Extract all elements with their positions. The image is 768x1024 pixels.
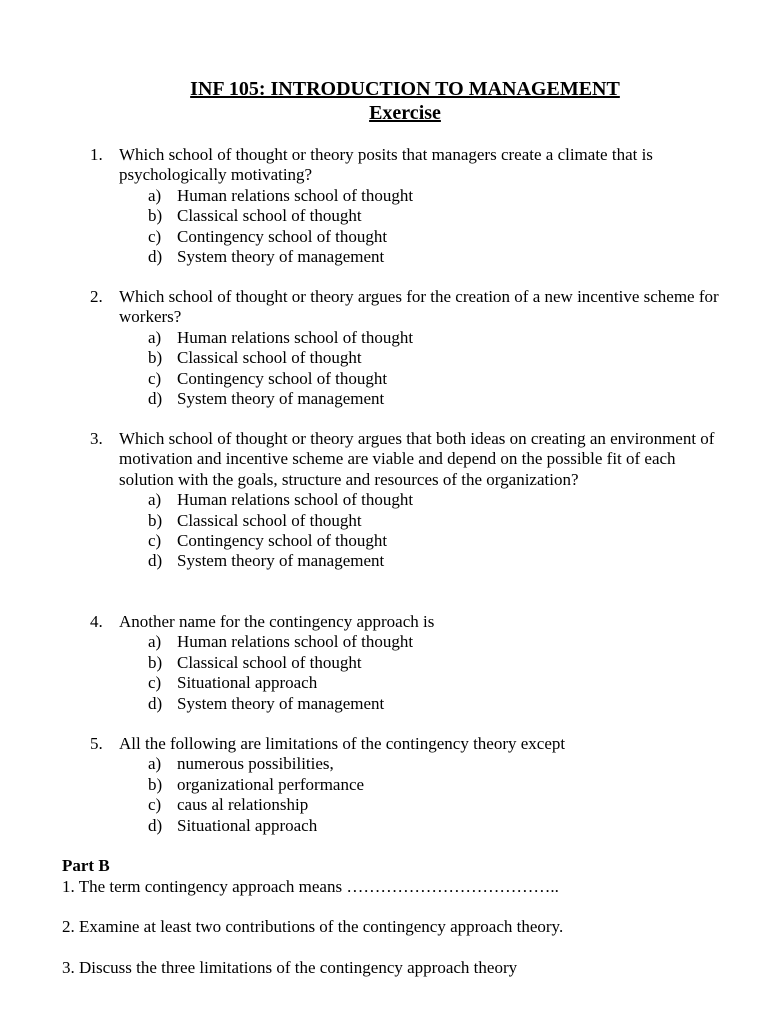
- question-2: [0, 287, 768, 409]
- question-number: 2.: [90, 287, 103, 306]
- question-text: Another name for the contingency approach is: [119, 612, 435, 631]
- question-number: 5.: [90, 734, 103, 753]
- option-label: d): [148, 551, 163, 571]
- option-label: b): [148, 774, 163, 794]
- option-text: System theory of management: [177, 693, 385, 713]
- option-label: b): [148, 206, 163, 226]
- option-c: [0, 531, 768, 551]
- option-text: Classical school of thought: [177, 348, 362, 368]
- question-text: Which school of thought or theory argues for the creation of a new incentive scheme for workers?: [119, 287, 719, 327]
- option-b: [0, 206, 768, 226]
- option-list: [0, 490, 768, 572]
- option-d: [0, 551, 768, 571]
- option-d: [0, 389, 768, 409]
- document-title: INF 105: INTRODUCTION TO MANAGEMENT: [190, 78, 620, 100]
- option-text: Human relations school of thought: [177, 185, 414, 205]
- question-number: 4.: [90, 612, 103, 631]
- option-text: Classical school of thought: [177, 206, 362, 226]
- option-label: a): [148, 327, 162, 347]
- option-d: [0, 816, 768, 836]
- option-label: a): [148, 632, 162, 652]
- option-a: [0, 754, 768, 774]
- option-list: [0, 328, 768, 410]
- option-a: [0, 328, 768, 348]
- option-b: [0, 511, 768, 531]
- option-list: [0, 632, 768, 714]
- option-text: Situational approach: [177, 673, 318, 693]
- option-text: caus al relationship: [177, 795, 309, 815]
- option-d: [0, 247, 768, 267]
- option-label: c): [148, 531, 162, 551]
- option-label: b): [148, 652, 163, 672]
- option-text: System theory of management: [177, 389, 385, 409]
- option-d: [0, 694, 768, 714]
- option-b: [0, 775, 768, 795]
- option-text: System theory of management: [177, 247, 385, 267]
- option-text: System theory of management: [177, 551, 385, 571]
- option-c: [0, 795, 768, 815]
- option-label: b): [148, 348, 163, 368]
- question-number: 1.: [90, 145, 103, 164]
- option-text: Human relations school of thought: [177, 490, 414, 510]
- option-a: [0, 186, 768, 206]
- option-label: d): [148, 389, 163, 409]
- document-subtitle: Exercise: [369, 102, 441, 124]
- option-label: a): [148, 185, 162, 205]
- part-b-item-2: 2. Examine at least two contributions of the contingency approach theory.: [62, 917, 564, 936]
- part-b-item-1: 1. The term contingency approach means ………………………………..: [62, 877, 559, 896]
- option-text: Situational approach: [177, 815, 318, 835]
- option-label: d): [148, 815, 163, 835]
- part-b-heading: Part B: [62, 856, 110, 875]
- option-label: a): [148, 754, 162, 774]
- option-label: a): [148, 490, 162, 510]
- option-label: c): [148, 673, 162, 693]
- question-1: [0, 145, 768, 267]
- option-c: [0, 369, 768, 389]
- option-a: [0, 490, 768, 510]
- option-text: Contingency school of thought: [177, 368, 388, 388]
- option-label: c): [148, 226, 162, 246]
- option-text: Human relations school of thought: [177, 632, 414, 652]
- option-text: Classical school of thought: [177, 652, 362, 672]
- option-a: [0, 632, 768, 652]
- question-text: Which school of thought or theory argues that both ideas on creating an environment of motivation and incentive scheme are viable and depend on the possible fit of each solution with the goals, structure and resources of the organization?: [119, 429, 715, 489]
- option-text: Contingency school of thought: [177, 531, 388, 551]
- option-label: c): [148, 795, 162, 815]
- option-text: organizational performance: [177, 774, 365, 794]
- option-label: d): [148, 693, 163, 713]
- option-c: [0, 227, 768, 247]
- option-text: Human relations school of thought: [177, 327, 414, 347]
- question-3: [0, 429, 768, 572]
- option-label: b): [148, 510, 163, 530]
- option-label: d): [148, 247, 163, 267]
- option-b: [0, 348, 768, 368]
- question-text: Which school of thought or theory posits that managers create a climate that is psychologically motivating?: [119, 145, 653, 185]
- option-text: Classical school of thought: [177, 510, 362, 530]
- question-4: [0, 612, 768, 714]
- option-label: c): [148, 368, 162, 388]
- option-list: [0, 186, 768, 268]
- question-number: 3.: [90, 429, 103, 448]
- question-text: All the following are limitations of the contingency theory except: [119, 734, 566, 753]
- option-text: Contingency school of thought: [177, 226, 388, 246]
- option-text: numerous possibilities,: [177, 754, 334, 774]
- option-list: [0, 754, 768, 836]
- option-c: [0, 673, 768, 693]
- option-b: [0, 653, 768, 673]
- question-5: [0, 734, 768, 836]
- part-b-item-3: 3. Discuss the three limitations of the contingency approach theory: [62, 958, 518, 977]
